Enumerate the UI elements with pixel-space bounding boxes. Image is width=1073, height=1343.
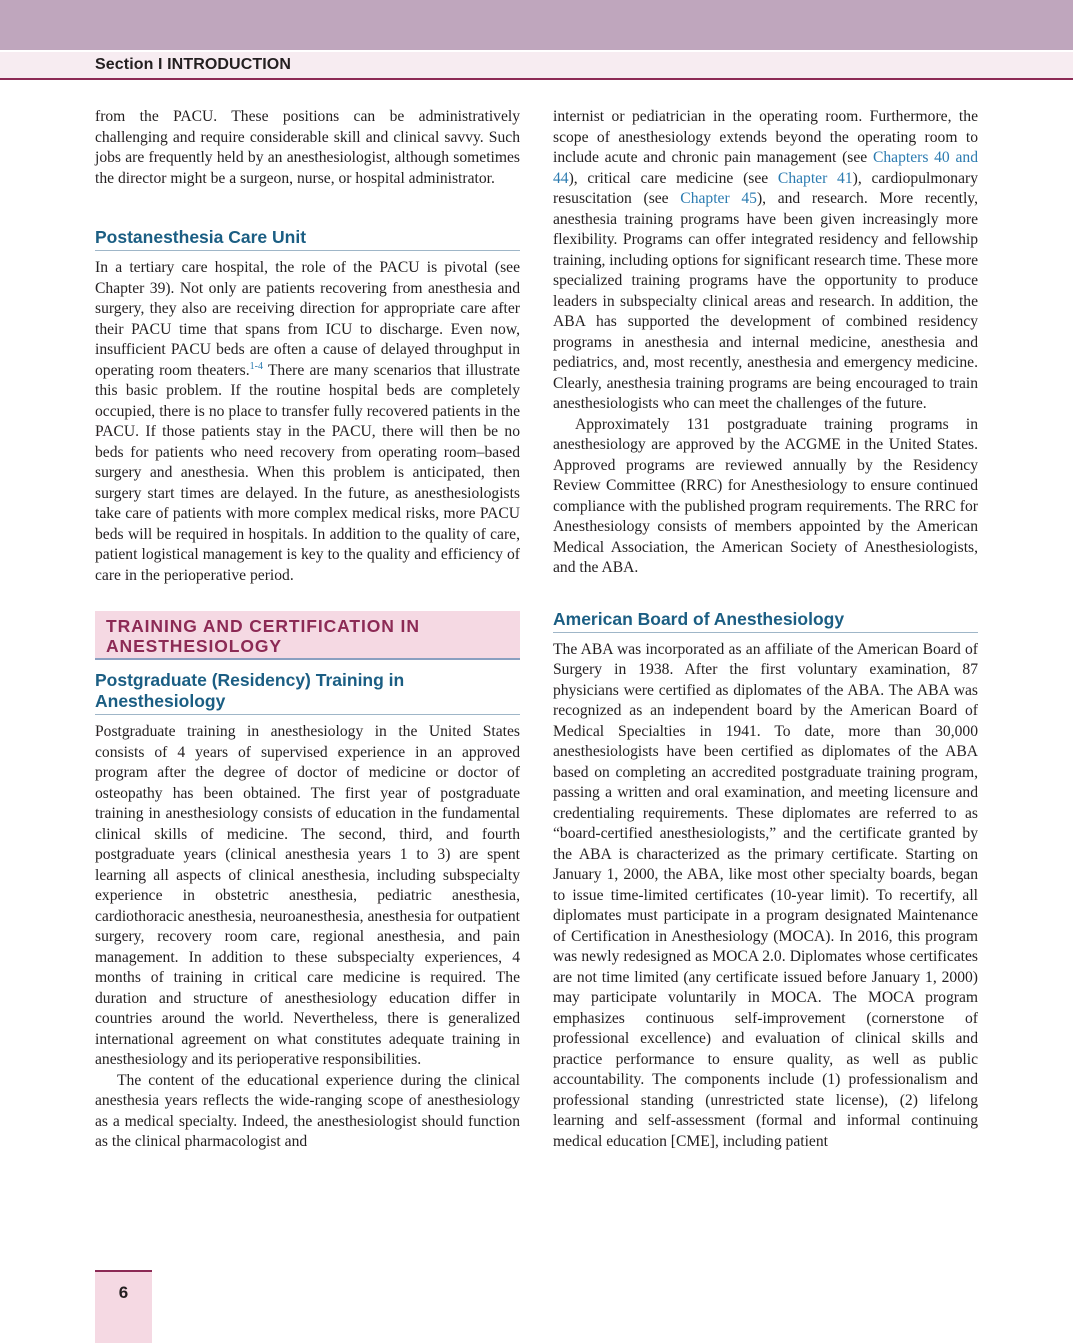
heading-training-and-certification: TRAINING AND CERTIFICATION IN ANESTHESIOLOGY (95, 611, 520, 660)
heading-postgraduate-residency-training: Postgraduate (Residency) Training in Anesthesiology (95, 670, 520, 715)
heading-postanesthesia-care-unit: Postanesthesia Care Unit (95, 227, 520, 251)
right-column (553, 107, 978, 1152)
page-number-tab (95, 1270, 152, 1343)
heading-american-board-of-anesthesiology: American Board of Anesthesiology (553, 609, 978, 633)
paragraph-pacu-role-text-b: There are many scenarios that illustrate this basic problem. If the routine hospital beds are completely occupied, there is no place to transfer fully recovered patients in the PACU. If those patients stay in the PACU, there will then be no beds for patients who need recovery from operating room–based surgery and anesthesia. When this problem is anticipated, then surgery start times are delayed. In the future, as anesthesiologists take care of patients with more complex medical risks, more PACU beds will be required in hospitals. In addition to the quality of care, patient logistical management is key to the quality and efficiency of care in the perioperative period. (95, 361, 520, 584)
scope-text-d: ), and research. More recently, anesthesia training programs have been given increasingly more flexibility. Programs can offer integrated residency and fellowship training, including options for significant research time. These more specialized training programs have the opportunity to produce leaders in subspecialty clinical areas and research. In addition, the ABA has supported the development of combined residency programs in anesthesia and internal medicine, anesthesia and pediatrics, and, most recently, anesthesia and emergency medicine. Clearly, anesthesia training programs are being encouraged to train anesthesiologists who can meet the challenges of the future. (553, 190, 978, 412)
page-number: 6 (118, 1283, 129, 1302)
paragraph-postgraduate-training: Postgraduate training in anesthesiology in the United States consists of 4 years of supervised experience in an approved program after the degree of doctor of medicine or doctor of osteopathy has been obtained. The first year of postgraduate training in anesthesiology consists of education in the fundamental clinical skills of medicine. The second, third, and fourth postgraduate years (clinical anesthesia years 1 to 3) are spent learning all aspects of clinical anesthesia, including subspecialty experience in obstetric anesthesia, pediatric anesthesia, cardiothoracic anesthesia, neuroanesthesia, anesthesia for outpatient surgery, recovery room care, regional anesthesia, and pain management. In addition to these subspecialty experiences, 4 months of training in critical care medicine is required. The duration and structure of anesthesiology education differ in countries around the world. Nevertheless, there is generalized international agreement on what constitutes adequate training in anesthesiology and its perioperative responsibilities. (95, 723, 520, 1068)
link-chapters-40-44[interactable]: Chapters 40 and 44 (553, 149, 978, 187)
link-chapter-41[interactable]: Chapter 41 (777, 169, 853, 187)
scope-text-b: ), critical care medicine (see (568, 169, 778, 187)
section-label: Section I INTRODUCTION (95, 56, 291, 73)
paragraph-training-programs-count: Approximately 131 postgraduate training programs in anesthesiology are approved by the ACGME in the United States. Approved programs are reviewed annually by the Residency Review Committee (RRC) for Anesthesiology to ensure continued compliance with the published program requirements. The RRC for Anesthesiology consists of members appointed by the American Medical Association, the American Society of Anesthesiologists, and the ABA. (553, 415, 978, 576)
left-column (95, 107, 520, 1153)
paragraph-scope-of-anesthesiology (553, 107, 978, 415)
section-header-bar (0, 52, 1073, 80)
paragraph-pacu-director: from the PACU. These positions can be administratively challenging and require considerable skill and clinical savvy. Such jobs are frequently held by an anesthesiologist, although sometimes the director might be a surgeon, nurse, or hospital administrator. (95, 108, 520, 187)
paragraph-pacu-role-text-a: In a tertiary care hospital, the role of the PACU is pivotal (see Chapter 39). Not only are patients recovering from anesthesia and surgery, they also are receiving direction for appropriate care after their PACU time that spans from ICU to discharge. Even now, insufficient PACU beds are often a cause of delayed throughput in operating room theaters. (95, 259, 520, 379)
reference-citation[interactable]: 1-4 (249, 360, 263, 372)
paragraph-pacu-role (95, 258, 520, 586)
scope-text-c: ), cardiopulmonary resuscitation (see (553, 169, 978, 207)
link-chapter-45[interactable]: Chapter 45 (680, 190, 757, 207)
paragraph-educational-content: The content of the educational experience during the clinical anesthesia years reflects the wide-ranging scope of anesthesiology as a medical specialty. Indeed, the anesthesiologist should function as the clinical pharmacologist and (95, 1071, 520, 1150)
scope-text-a: internist or pediatrician in the operating room. Furthermore, the scope of anesthesiology extends beyond the operating room to include acute and chronic pain management (see (553, 108, 978, 166)
header-color-band (0, 0, 1073, 50)
paragraph-aba-history: The ABA was incorporated as an affiliate of the American Board of Surgery in 1938. After the first voluntary examination, 87 physicians were certified as diplomates of the ABA. The ABA was recognized as an independent board by the American Board of Medical Specialties in 1941. To date, more than 30,000 anesthesiologists have been certified as diplomates of the ABA based on completing an accredited postgraduate training program, passing a written and oral examination, and meeting licensure and credentialing requirements. These diplomates are referred to as “board-certified anesthesiologists,” and the certificate granted by the ABA is characterized as the primary certificate. Starting on January 1, 2000, the ABA, like most other specialty boards, began to issue time-limited certificates (10-year limit). To recertify, all diplomates must participate in a program designated Maintenance of Certification in Anesthesiology (MOCA). In 2016, this program was newly redesigned as MOCA 2.0. Diplomates whose certificates are not time limited (any certificate issued before January 1, 2000) may participate voluntarily in MOCA. The MOCA program emphasizes continuous self-improvement (cornerstone of professional excellence) and evaluation of clinical skills and practice performance to ensure quality, as well as public accountability. The components include (1) professionalism and professional standing (unrestricted state license), (2) lifelong learning and self-assessment (formal and informal continuing medical education [CME], including patient (553, 640, 978, 1150)
